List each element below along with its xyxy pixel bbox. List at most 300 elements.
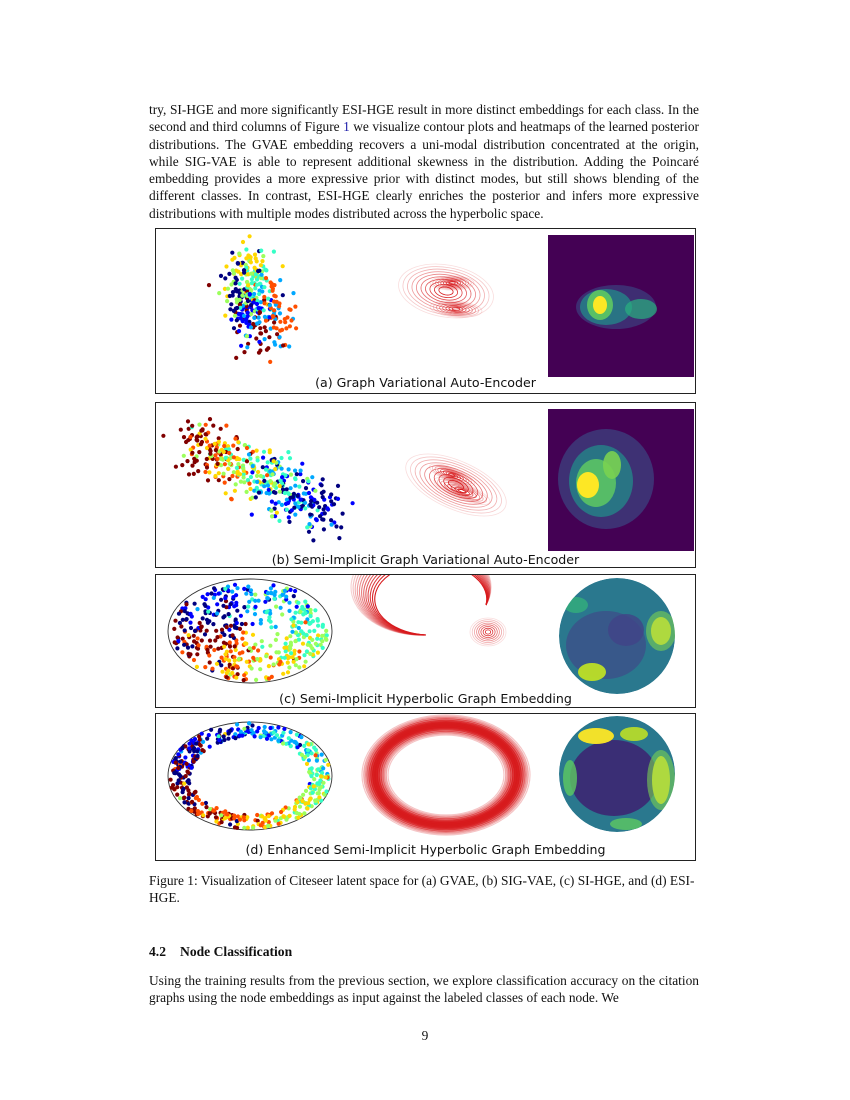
scatter-point xyxy=(247,452,251,456)
scatter-point xyxy=(263,325,267,329)
scatter-point xyxy=(287,467,291,471)
scatter-point xyxy=(258,348,262,352)
scatter-point xyxy=(285,508,289,512)
scatter-point xyxy=(310,751,314,755)
scatter-point xyxy=(309,796,313,800)
scatter-point xyxy=(307,491,311,495)
scatter-point xyxy=(231,444,235,448)
scatter-point xyxy=(227,451,231,455)
figure-caption: Figure 1: Visualization of Citeseer latent space for (a) GVAE, (b) SIG-VAE, (c) SI-HGE, and (d) ESI-HGE. xyxy=(149,873,695,906)
scatter-point xyxy=(313,489,317,493)
scatter-point xyxy=(262,484,266,488)
scatter-point xyxy=(224,424,228,428)
scatter-point xyxy=(324,638,328,642)
scatter-point xyxy=(193,737,197,741)
scatter-point xyxy=(296,745,300,749)
scatter-point xyxy=(280,612,284,616)
scatter-point xyxy=(231,633,235,637)
scatter-point xyxy=(207,283,211,287)
scatter-point xyxy=(209,728,213,732)
scatter-point xyxy=(190,451,194,455)
scatter-point xyxy=(272,308,276,312)
scatter-point xyxy=(321,495,325,499)
scatter-point xyxy=(190,800,194,804)
scatter-point xyxy=(235,306,239,310)
scatter-point xyxy=(225,675,229,679)
scatter-point xyxy=(298,805,302,809)
scatter-point xyxy=(200,625,204,629)
scatter-point xyxy=(308,513,312,517)
scatter-point xyxy=(269,280,273,284)
scatter-point xyxy=(289,486,293,490)
scatter-point xyxy=(279,810,283,814)
scatter-point xyxy=(299,735,303,739)
scatter-point xyxy=(272,731,276,735)
scatter-point xyxy=(341,512,345,516)
scatter-point xyxy=(220,670,224,674)
scatter-point xyxy=(229,602,233,606)
scatter-point xyxy=(215,806,219,810)
scatter-point xyxy=(316,624,320,628)
scatter-point xyxy=(189,612,193,616)
scatter-point xyxy=(242,314,246,318)
scatter-point xyxy=(301,642,305,646)
scatter-plot-c xyxy=(168,579,332,683)
heatmap-d xyxy=(559,716,675,832)
scatter-point xyxy=(259,331,263,335)
scatter-point xyxy=(268,450,272,454)
scatter-point xyxy=(211,622,215,626)
scatter-point xyxy=(229,318,233,322)
scatter-point xyxy=(197,643,201,647)
contour-line xyxy=(386,734,506,817)
contour-plot-c xyxy=(351,575,506,646)
scatter-point xyxy=(285,636,289,640)
scatter-point xyxy=(267,677,271,681)
scatter-point xyxy=(315,759,319,763)
scatter-point xyxy=(262,450,266,454)
scatter-point xyxy=(193,602,197,606)
scatter-point xyxy=(250,513,254,517)
scatter-point xyxy=(301,479,305,483)
scatter-point xyxy=(217,734,221,738)
scatter-point xyxy=(173,619,177,623)
scatter-point xyxy=(264,319,268,323)
scatter-point xyxy=(192,749,196,753)
scatter-point xyxy=(183,609,187,613)
scatter-point xyxy=(229,624,233,628)
scatter-point xyxy=(246,342,250,346)
scatter-point xyxy=(293,649,297,653)
scatter-point xyxy=(244,592,248,596)
poincare-disk-boundary xyxy=(168,722,332,830)
scatter-point xyxy=(267,491,271,495)
scatter-point xyxy=(289,318,293,322)
scatter-point xyxy=(302,664,306,668)
scatter-point xyxy=(299,469,303,473)
scatter-point xyxy=(274,625,278,629)
scatter-point xyxy=(272,597,276,601)
scatter-point xyxy=(215,457,219,461)
scatter-point xyxy=(288,456,292,460)
scatter-point xyxy=(320,634,324,638)
scatter-point xyxy=(334,524,338,528)
scatter-point xyxy=(255,729,259,733)
scatter-point xyxy=(222,641,226,645)
scatter-point xyxy=(315,637,319,641)
scatter-point xyxy=(268,360,272,364)
scatter-point xyxy=(292,492,296,496)
scatter-point xyxy=(182,800,186,804)
scatter-point xyxy=(264,819,268,823)
scatter-point xyxy=(276,725,280,729)
scatter-point xyxy=(285,487,289,491)
scatter-point xyxy=(235,609,239,613)
scatter-point xyxy=(272,283,276,287)
panel-d-graphics xyxy=(156,714,696,861)
scatter-point xyxy=(182,643,186,647)
scatter-point xyxy=(187,742,191,746)
scatter-point xyxy=(236,447,240,451)
scatter-point xyxy=(238,324,242,328)
scatter-point xyxy=(284,595,288,599)
scatter-point xyxy=(274,605,278,609)
contour-plot-b xyxy=(397,441,515,529)
scatter-point xyxy=(264,654,268,658)
scatter-point xyxy=(238,818,242,822)
scatter-point xyxy=(279,606,283,610)
scatter-point xyxy=(237,329,241,333)
scatter-point xyxy=(295,605,299,609)
scatter-point xyxy=(253,253,257,257)
scatter-point xyxy=(270,811,274,815)
heat-blob xyxy=(564,597,588,613)
scatter-point xyxy=(213,442,217,446)
scatter-point xyxy=(312,784,316,788)
scatter-point xyxy=(296,816,300,820)
scatter-point xyxy=(175,793,179,797)
scatter-point xyxy=(351,501,355,505)
scatter-point xyxy=(212,596,216,600)
scatter-point xyxy=(239,344,243,348)
scatter-point xyxy=(264,731,268,735)
scatter-point xyxy=(215,611,219,615)
scatter-point xyxy=(250,281,254,285)
scatter-point xyxy=(278,490,282,494)
scatter-point xyxy=(200,732,204,736)
scatter-point xyxy=(278,278,282,282)
scatter-point xyxy=(223,587,227,591)
scatter-point xyxy=(320,753,324,757)
scatter-point xyxy=(248,487,252,491)
scatter-point xyxy=(219,427,223,431)
scatter-point xyxy=(235,722,239,726)
scatter-point xyxy=(302,653,306,657)
scatter-point xyxy=(236,261,240,265)
scatter-point xyxy=(308,629,312,633)
scatter-point xyxy=(245,459,249,463)
heat-blob xyxy=(620,727,648,741)
panel-b-caption: (b) Semi-Implicit Graph Variational Auto-Encoder xyxy=(271,552,580,567)
scatter-point xyxy=(250,666,254,670)
scatter-point xyxy=(301,606,305,610)
scatter-point xyxy=(278,320,282,324)
scatter-point xyxy=(287,601,291,605)
scatter-plot-b xyxy=(161,403,354,543)
scatter-point xyxy=(277,519,281,523)
scatter-point xyxy=(222,734,226,738)
scatter-point xyxy=(244,256,248,260)
figure-panel-a xyxy=(155,228,696,394)
contour-line xyxy=(388,735,504,815)
scatter-point xyxy=(259,823,263,827)
scatter-point xyxy=(213,474,217,478)
scatter-point xyxy=(174,465,178,469)
scatter-point xyxy=(246,605,250,609)
scatter-point xyxy=(229,649,233,653)
scatter-point xyxy=(253,734,257,738)
scatter-point xyxy=(268,479,272,483)
scatter-point xyxy=(246,283,250,287)
scatter-point xyxy=(206,610,210,614)
scatter-point xyxy=(212,648,216,652)
scatter-point xyxy=(234,281,238,285)
scatter-point xyxy=(306,479,310,483)
scatter-point xyxy=(225,299,229,303)
scatter-point xyxy=(221,604,225,608)
heat-blob xyxy=(647,750,675,810)
scatter-point xyxy=(293,469,297,473)
scatter-point xyxy=(225,812,229,816)
scatter-point xyxy=(247,600,251,604)
scatter-point xyxy=(245,345,249,349)
contour-line xyxy=(382,730,510,819)
scatter-point xyxy=(214,629,218,633)
scatter-point xyxy=(339,525,343,529)
scatter-point xyxy=(302,811,306,815)
scatter-point xyxy=(184,602,188,606)
scatter-point xyxy=(223,462,227,466)
scatter-point xyxy=(299,498,303,502)
scatter-point xyxy=(233,489,237,493)
scatter-point xyxy=(186,771,190,775)
scatter-point xyxy=(230,474,234,478)
scatter-point xyxy=(245,660,249,664)
scatter-point xyxy=(192,760,196,764)
scatter-point xyxy=(309,499,313,503)
scatter-point xyxy=(228,822,232,826)
scatter-point xyxy=(233,437,237,441)
contour-line xyxy=(483,628,493,636)
scatter-point xyxy=(232,455,236,459)
scatter-point xyxy=(200,748,204,752)
scatter-point xyxy=(280,475,284,479)
scatter-point xyxy=(268,611,272,615)
scatter-point xyxy=(227,272,231,276)
scatter-point xyxy=(242,826,246,830)
scatter-point xyxy=(321,623,325,627)
scatter-point xyxy=(268,726,272,730)
scatter-point xyxy=(253,593,257,597)
scatter-point xyxy=(322,527,326,531)
scatter-point xyxy=(203,632,207,636)
scatter-point xyxy=(222,444,226,448)
scatter-point xyxy=(245,446,249,450)
scatter-point xyxy=(294,740,298,744)
scatter-point xyxy=(238,282,242,286)
scatter-point xyxy=(225,625,229,629)
scatter-point xyxy=(206,592,210,596)
scatter-point xyxy=(203,604,207,608)
scatter-point xyxy=(287,344,291,348)
scatter-point xyxy=(241,240,245,244)
scatter-point xyxy=(177,612,181,616)
scatter-point xyxy=(249,303,253,307)
heatmap-c xyxy=(559,578,676,694)
scatter-point xyxy=(280,328,284,332)
scatter-point xyxy=(293,513,297,517)
scatter-point xyxy=(321,477,325,481)
scatter-point xyxy=(234,356,238,360)
scatter-point xyxy=(283,589,287,593)
scatter-point xyxy=(326,507,330,511)
scatter-point xyxy=(226,737,230,741)
scatter-point xyxy=(305,762,309,766)
scatter-point xyxy=(247,721,251,725)
scatter-point xyxy=(296,601,300,605)
scatter-point xyxy=(278,660,282,664)
scatter-point xyxy=(262,308,266,312)
scatter-point xyxy=(204,432,208,436)
scatter-point xyxy=(196,809,200,813)
scatter-point xyxy=(270,500,274,504)
scatter-point xyxy=(241,466,245,470)
scatter-point xyxy=(187,746,191,750)
heat-blob xyxy=(608,614,644,646)
scatter-point xyxy=(284,642,288,646)
heat-blob xyxy=(646,611,676,651)
scatter-point xyxy=(220,820,224,824)
contour-line xyxy=(479,625,498,639)
scatter-point xyxy=(304,633,308,637)
scatter-point xyxy=(317,505,321,509)
scatter-point xyxy=(203,665,207,669)
scatter-point xyxy=(189,626,193,630)
scatter-point xyxy=(315,773,319,777)
scatter-point xyxy=(215,662,219,666)
scatter-point xyxy=(304,789,308,793)
scatter-point xyxy=(235,318,239,322)
scatter-point xyxy=(226,287,230,291)
scatter-point xyxy=(281,672,285,676)
scatter-point xyxy=(295,733,299,737)
scatter-point xyxy=(187,633,191,637)
scatter-point xyxy=(235,621,239,625)
scatter-point xyxy=(243,642,247,646)
scatter-point xyxy=(174,761,178,765)
scatter-point xyxy=(255,813,259,817)
scatter-point xyxy=(234,601,238,605)
scatter-point xyxy=(316,617,320,621)
scatter-point xyxy=(246,299,250,303)
scatter-point xyxy=(266,484,270,488)
scatter-point xyxy=(336,484,340,488)
scatter-point xyxy=(316,651,320,655)
scatter-point xyxy=(311,538,315,542)
scatter-point xyxy=(293,305,297,309)
scatter-point xyxy=(262,295,266,299)
scatter-point xyxy=(255,449,259,453)
figure-reference-link[interactable]: 1 xyxy=(343,119,350,135)
scatter-point xyxy=(178,796,182,800)
scatter-point xyxy=(282,727,286,731)
scatter-point xyxy=(194,742,198,746)
scatter-point xyxy=(329,492,333,496)
contour-line xyxy=(477,623,500,641)
scatter-point xyxy=(255,302,259,306)
scatter-point xyxy=(273,491,277,495)
scatter-point xyxy=(169,778,173,782)
contour-line xyxy=(452,307,460,310)
scatter-point xyxy=(199,442,203,446)
scatter-point xyxy=(218,730,222,734)
scatter-point xyxy=(210,667,214,671)
scatter-point xyxy=(289,730,293,734)
heat-blob xyxy=(578,728,614,744)
heat-blob xyxy=(610,818,642,830)
scatter-point xyxy=(268,303,272,307)
scatter-point xyxy=(224,491,228,495)
scatter-point xyxy=(249,272,253,276)
scatter-point xyxy=(314,517,318,521)
scatter-point xyxy=(255,657,259,661)
scatter-point xyxy=(246,585,250,589)
scatter-point xyxy=(294,630,298,634)
scatter-point xyxy=(318,778,322,782)
scatter-point xyxy=(260,289,264,293)
scatter-point xyxy=(274,502,278,506)
scatter-point xyxy=(272,459,276,463)
scatter-point xyxy=(288,324,292,328)
scatter-point xyxy=(286,501,290,505)
scatter-point xyxy=(255,259,259,263)
scatter-point xyxy=(305,525,309,529)
scatter-point xyxy=(249,475,253,479)
scatter-point xyxy=(281,264,285,268)
scatter-point xyxy=(232,309,236,313)
scatter-point xyxy=(265,348,269,352)
scatter-point xyxy=(240,622,244,626)
scatter-point xyxy=(242,587,246,591)
scatter-point xyxy=(321,518,325,522)
scatter-point xyxy=(244,622,248,626)
scatter-point xyxy=(249,260,253,264)
scatter-point xyxy=(257,340,261,344)
scatter-point xyxy=(242,673,246,677)
scatter-point xyxy=(309,614,313,618)
scatter-point xyxy=(301,793,305,797)
scatter-point xyxy=(196,469,200,473)
scatter-point xyxy=(207,653,211,657)
scatter-point xyxy=(295,494,299,498)
scatter-point xyxy=(188,652,192,656)
scatter-point xyxy=(280,503,284,507)
scatter-point xyxy=(209,591,213,595)
panel-c-graphics xyxy=(156,575,696,708)
scatter-point xyxy=(263,268,267,272)
scatter-point xyxy=(300,799,304,803)
scatter-point xyxy=(182,782,186,786)
